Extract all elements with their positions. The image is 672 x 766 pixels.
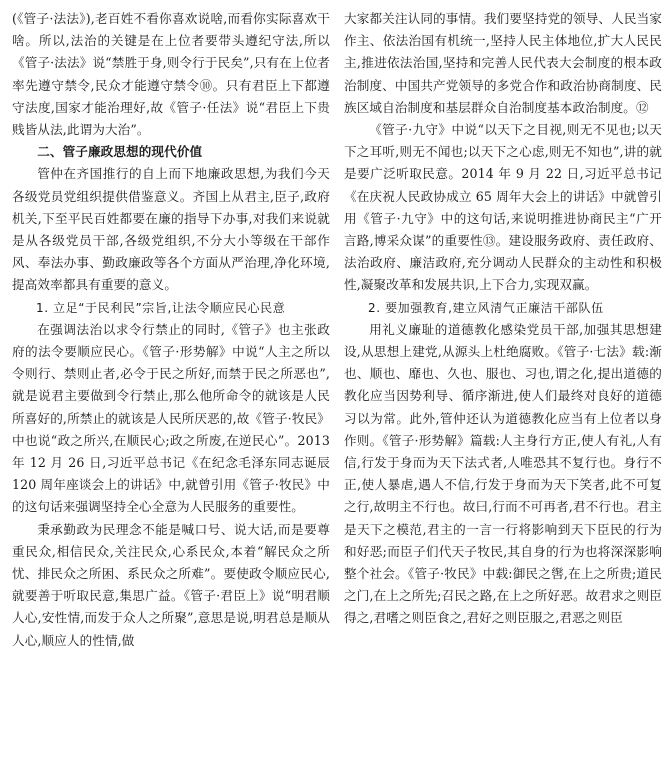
right-column bbox=[344, 8, 662, 766]
left-column bbox=[12, 8, 330, 766]
paragraph: (《管子·法法》),老百姓不看你喜欢说啥,而看你实际喜欢干啥。所以,法治的关键是在上位者要带头遵纪守法,所以《管子·法法》说“禁胜于身,则令行于民矣”,只有在上位者率先遵守禁令,民众才能遵守禁令⑩。只有君臣上下都遵守法度,国家才能治理好,故《管子·任法》说“君臣上下贵贱皆从法,此谓为大治”。 bbox=[12, 11, 330, 138]
paragraph: 秉承勤政为民理念不能是喊口号、说大话,而是要尊重民众,相信民众,关注民众,心系民众,本着“解民众之所忧、排民众之所困、系民众之所难”。要使政令顺应民心,就要善于听取民意,集思广益。《管子·君臣上》说“明君顺人心,安性情,而发于众人之所聚”,意思是说,明君总是顺从人心,顺应人的性情,做 bbox=[12, 521, 330, 648]
subheading: 2. 要加强教育,建立风清气正廉洁干部队伍 bbox=[368, 300, 604, 315]
paragraph: 用礼义廉耻的道德教化感染党员干部,加强其思想建设,从思想上建党,从源头上杜绝腐败。《管子·七法》载:渐也、顺也、靡也、久也、服也、习也,谓之化,提出道德的教化应当因势利导、循序渐进,使人们最终对良好的道德习以为常。此外,管仲还认为道德教化应当有上位者以身作则。《管子·形势解》篇载:人主身行方正,使人有礼,人有信,行发于身而为天下法式者,人唯恐其不复行也。身行不正,使人暴虐,遇人不信,行发于身而为天下笑者,此不可复之行,故明主不行也。故曰,行而不可再者,君不行也。君主是天下之模范,君主的一言一行将影响到天下臣民的行为和好恶;而臣子们代天子牧民,其自身的行为也将深深影响整个社会。《管子·牧民》中载:御民之辔,在上之所贵;道民之门,在上之所先;召民之路,在上之所好恶。故君求之则臣得之,君嗜之则臣食之,君好之则臣服之,君恶之则臣 bbox=[344, 321, 662, 626]
paragraph: 管仲在齐国推行的自上而下地廉政思想,为我们今天各级党员党组织提供借鉴意义。齐国上从君主,臣子,政府机关,下至平民百姓都要在廉的指导下办事,对我们来说就是从各级党员干部,各级党组织,不分大小等级在干部作风、奉法办事、勤政廉政等各个方面从严治理,净化环境,提高效率都具有重要的意义。 bbox=[12, 166, 330, 293]
section-heading: 二、管子廉政思想的现代价值 bbox=[37, 144, 203, 160]
subheading: 1. 立足“于民利民”宗旨,让法令顺应民心民意 bbox=[36, 300, 286, 315]
paragraph: 在强调法治以求令行禁止的同时,《管子》也主张政府的法令要顺应民心。《管子·形势解》中说“人主之所以令则行、禁则止者,必令于民之所好,而禁于民之所恶也”,就是说君主要做到令行禁止,那么他所命令的就该是人民所喜好的,所禁止的就该是人民所厌恶的,故《管子·牧民》中也说“政之所兴,在顺民心;政之所废,在逆民心”。2013 年 12 月 26 日,习近平总书记《在纪念毛泽东同志诞辰 120 周年座谈会上的讲话》中,就曾引用《管子·牧民》中的这句话来强调坚持全心全意为人民服务的重要性。 bbox=[12, 321, 330, 515]
paragraph: 大家都关注认同的事情。我们要坚持党的领导、人民当家作主、依法治国有机统一,坚持人民主体地位,扩大人民民主,推进依法治国,坚持和完善人民代表大会制度的根本政治制度、中国共产党领导的多党合作和政治协商制度、民族区域自治制度和基层群众自治制度基本政治制度。⑫ bbox=[344, 11, 662, 115]
paragraph: 《管子·九守》中说“以天下之目视,则无不见也;以天下之耳听,则无不闻也;以天下之心虑,则无不知也”,讲的就是要广泛听取民意。2014 年 9 月 22 日,习近平总书记《在庆祝人民政协成立 65 周年大会上的讲话》中就曾引用《管子·九守》中的这句话,来说明推进协商民主“广开言路,博采众谋”的重要性⑬。建设服务政府、责任政府、法治政府、廉洁政府,充分调动人民群众的主动性和积极性,凝聚改革和发展共识,上下合力,实现双赢。 bbox=[344, 122, 662, 293]
